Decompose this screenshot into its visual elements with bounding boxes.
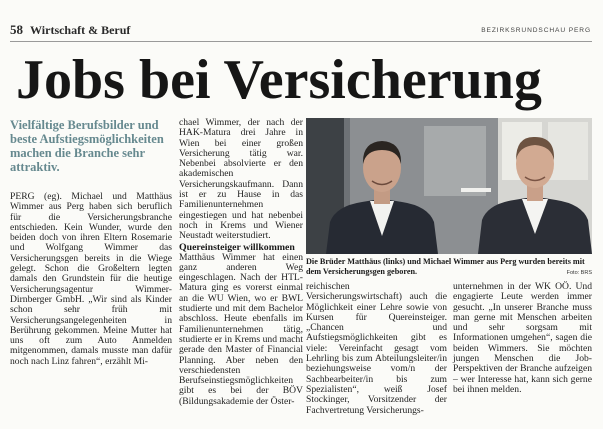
photo-window-right	[548, 122, 588, 180]
column-2-text-after: Matthäus Wimmer hat einen ganz anderen Weg eingeschlagen. Nach der HTL-Matura ging es vorerst einmal an die WU Wien, wo er BWL studierte und mit dem Bachelor abschloss. Heute ebenfalls im Familienunternehmen tätig, studierte er in Krems und macht gerade den Master of Financial Planning. Aber neben den verschiedensten Berufseinstiegsmöglichkeiten gibt es bei der BÖV (Bildungsakademie der Öster-	[179, 251, 303, 407]
publication-name: BEZIRKSRUNDSCHAU PERG	[481, 27, 591, 34]
page-number: 58	[10, 22, 23, 37]
section-title: Wirtschaft & Beruf	[30, 23, 131, 37]
photo-light	[461, 188, 491, 192]
article-column-1	[10, 192, 172, 367]
photo-credit: Foto: BRS	[566, 270, 592, 276]
article-column-2	[179, 118, 303, 407]
photo-caption	[306, 257, 592, 277]
column-4-text: unternehmen in der WK OÖ. Und engagierte Leute werden immer gesucht. „In unserer Branche muss man gerne mit Menschen arbeiten und sehr sorgsam mit Informationen umgehen“, sagen die beiden Wimmers. Sie möchten jungen Menschen die Job-Perspektiven der Branche aufzeigen – wer Interesse hat, kann sich gerne bei ihnen melden.	[453, 281, 592, 395]
photo-illustration	[306, 118, 592, 254]
column-2-subheading: Quereinsteiger willkommen	[179, 241, 295, 253]
photo-caption-text: Die Brüder Matthäus (links) und Michael Wimmer aus Perg wurden bereits mit dem Versicherungsgen geboren.	[306, 257, 585, 276]
column-3-text: reichischen Versicherungswirtschaft) auch die Möglichkeit einer Lehre sowie von Kursen für Quereinsteiger. „Chancen und Aufstiegsmöglichkeiten gibt es viele: Vereinfacht gesagt vom Lehrling bis zum Abteilungsleiter/in beziehungsweise vom/n der Sachbearbeiter/in bis zum Spezialisten“, weiß Josef Stockinger, Vorsitzender der Fachvertretung Versicherungs-	[306, 281, 447, 416]
column-2-text-before: chael Wimmer, der nach der HAK-Matura drei Jahre in Wien bei einer großen Versicherung tätig war. Nebenbei absolvierte er den akademischen Versicherungskaufmann. Dann ist er zu Hause in das Familienunternehmen eingestiegen und hat nebenbei noch in Krems und Wiener Neustadt weiterstudiert.	[179, 117, 303, 242]
photo-wall-panel	[424, 126, 486, 196]
article-lead: Vielfältige Berufsbilder und beste Aufstiegsmöglichkeiten machen die Branche sehr attraktiv.	[10, 118, 164, 174]
column-1-text: PERG (eg). Michael und Matthäus Wimmer aus Perg haben sich beruflich für die Versicherungsbranche entschieden. Kein Wunder, wurde den beiden doch von ihren Eltern Rosemarie und Wolfgang Wimmer das Versicherungsgen bereits in die Wiege gelegt. Schon die Großeltern legten damals den Grundstein für die heutige Versicherungsagentur Wimmer-Dirnberger GmbH. „Wir sind als Kinder schon sehr früh mit Versicherungsangelegenheiten in Berührung gekommen. Meine Mutter hat uns oft zum Auto Anmelden mitgenommen, damals musste man dafür noch nach Linz fahren“, erzählt Mi-	[10, 191, 172, 367]
article-column-3	[306, 282, 447, 416]
header-rule	[10, 41, 592, 42]
article-column-4	[453, 282, 592, 395]
article-headline: Jobs bei Versicherung	[16, 49, 542, 111]
article-photo	[306, 118, 592, 254]
